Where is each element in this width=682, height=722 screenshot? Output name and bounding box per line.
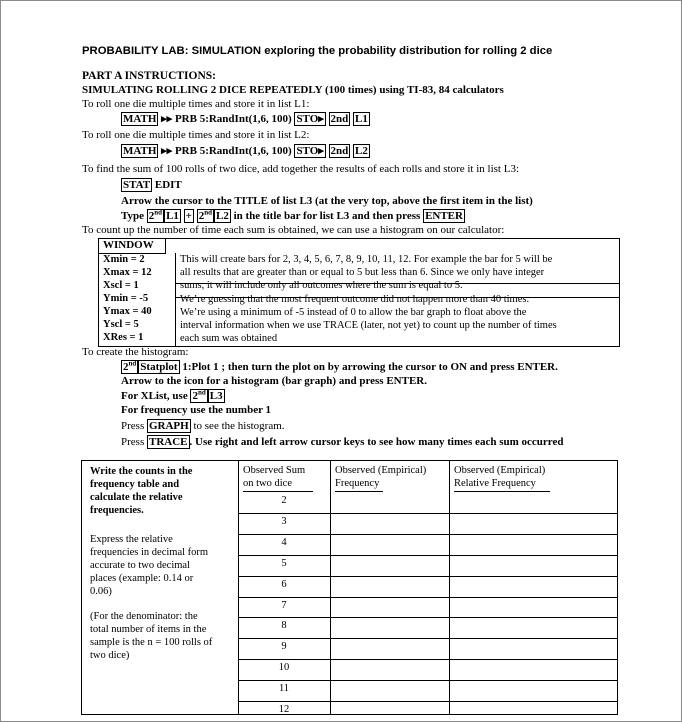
double-arrow-icon: ▸▸: [161, 145, 173, 157]
row-divider: [238, 513, 617, 514]
instruction-express: accurate to two decimal: [90, 560, 190, 571]
window-description: each sum was obtained: [180, 333, 278, 344]
statplot-text: 1:Plot 1 ; then turn the plot on by arrowing the cursor to ON and press ENTER.: [182, 361, 558, 373]
row-divider: [238, 638, 617, 639]
math-key: MATH: [123, 145, 157, 157]
sto-key: STO▸: [296, 113, 324, 125]
nd-superscript: nd: [154, 208, 163, 217]
header-underline: [243, 491, 313, 492]
row-divider: [238, 701, 617, 702]
instruction-express: frequencies in decimal form: [90, 547, 209, 558]
window-param: Ymax = 40: [103, 306, 152, 317]
l2-key: L2: [216, 210, 229, 222]
window-description: interval information when we use TRACE (later, not yet) to count up the number of times: [180, 320, 557, 331]
l1-key: L1: [166, 210, 179, 222]
window-description: all results that are greater than or equal to 5 but less than 6. Since we only have integer: [180, 267, 545, 278]
nd-superscript: nd: [197, 388, 206, 397]
2nd-key: 2nd: [330, 113, 349, 125]
prb-randint-text: PRB 5:RandInt(1,6, 100): [174, 145, 292, 157]
arrow-cursor-instruction: Arrow the cursor to the TITLE of list L3 (at the very top, above the first item in the list): [121, 195, 533, 207]
2nd-key: 2nd: [192, 388, 206, 402]
statplot-key: Statplot: [140, 361, 178, 373]
col-header-relative: Relative Frequency: [454, 478, 536, 489]
observed-sum-value: 7: [281, 599, 287, 611]
instruction-denominator: sample is the n = 100 rolls of: [90, 637, 213, 648]
row-divider: [238, 555, 617, 556]
observed-sum-value: 5: [281, 557, 287, 569]
col-header-relative: Observed (Empirical): [454, 465, 546, 476]
instruction-denominator: two dice): [90, 650, 130, 661]
window-param: Yscl = 5: [103, 319, 139, 330]
2nd-key: 2nd: [123, 359, 137, 373]
l3-intro: To find the sum of 100 rolls of two dice, add together the results of each rolls and store it in list L3:: [82, 163, 520, 175]
nd-superscript: nd: [128, 359, 137, 368]
observed-sum-value: 2: [281, 495, 287, 506]
l1-intro: To roll one die multiple times and store it in list L1:: [82, 98, 310, 110]
window-param: Xscl = 1: [103, 280, 139, 291]
window-label: WINDOW: [99, 239, 166, 254]
column-divider: [449, 461, 450, 714]
observed-sum-value: 3: [281, 515, 287, 527]
frequency-instruction: For frequency use the number 1: [121, 404, 272, 416]
press-label: Press: [121, 420, 145, 432]
col-header-frequency: Observed (Empirical): [335, 465, 427, 476]
simulation-heading: SIMULATING ROLLING 2 DICE REPEATEDLY (100 times) using TI-83, 84 calculators: [82, 84, 504, 96]
instruction-denominator: total number of items in the: [90, 624, 207, 635]
type-label: Type: [121, 210, 145, 222]
row-divider: [238, 617, 617, 618]
observed-sum-value: 10: [278, 662, 290, 674]
window-param: Xmin = 2: [103, 254, 145, 265]
window-description: We’re using a minimum of -5 instead of 0 to allow the bar graph to float above the: [180, 307, 527, 318]
stat-key: STAT: [123, 179, 151, 191]
graph-text: to see the histogram.: [193, 420, 285, 432]
statplot-line: [121, 360, 558, 374]
row-divider: [238, 534, 617, 535]
create-histogram-intro: To create the histogram:: [82, 346, 189, 358]
row-divider: [238, 576, 617, 577]
xlist-text: For XList, use: [121, 390, 188, 402]
part-a-heading: PART A INSTRUCTIONS:: [82, 70, 217, 82]
2nd-key: 2nd: [148, 208, 163, 222]
window-divider: [175, 253, 176, 346]
header-underline: [454, 491, 550, 492]
col-header-sum: Observed Sum: [243, 465, 306, 476]
edit-text: EDIT: [154, 179, 182, 191]
window-description: sums, it will include only all outcomes where the sum is equal to 5.: [180, 280, 463, 291]
observed-sum-value: 11: [278, 683, 290, 695]
l2-keystrokes: [121, 144, 370, 158]
window-settings-box: [98, 238, 620, 347]
l2-key: L2: [355, 145, 368, 157]
graph-key: GRAPH: [148, 420, 189, 432]
observed-sum-value: 6: [281, 578, 287, 590]
stat-edit-line: [121, 178, 182, 192]
column-divider: [330, 461, 331, 714]
window-param: Ymin = -5: [103, 293, 149, 304]
xlist-line: [121, 389, 225, 403]
observed-sum-value: 8: [281, 620, 287, 632]
2nd-key: 2nd: [330, 145, 349, 157]
double-arrow-icon: ▸▸: [161, 113, 173, 125]
press-label: Press: [121, 436, 145, 448]
col-header-sum: on two dice: [243, 478, 292, 489]
observed-sum-value: 4: [281, 536, 287, 548]
row-divider: [238, 680, 617, 681]
window-description: We’re guessing that the most frequent outcome did not happen more than 40 times.: [180, 294, 530, 305]
trace-key: TRACE: [148, 436, 188, 448]
row-divider: [238, 659, 617, 660]
l1-keystrokes: [121, 112, 370, 126]
title-bar-text: in the title bar for list L3 and then press: [233, 210, 421, 222]
plus-key: +: [185, 210, 192, 222]
graph-line: [121, 419, 285, 433]
observed-sum-value: 12: [278, 704, 290, 715]
row-divider: [238, 597, 617, 598]
math-key: MATH: [123, 113, 157, 125]
histogram-intro: To count up the number of time each sum is obtained, we can use a histogram on our calculator:: [82, 224, 505, 236]
frequency-table: [81, 460, 618, 715]
col-header-frequency: Frequency: [335, 478, 380, 489]
instruction-bold: frequencies.: [90, 505, 144, 516]
trace-line: [121, 435, 563, 449]
instruction-bold: calculate the relative: [90, 492, 183, 503]
window-description: This will create bars for 2, 3, 4, 5, 6, 7, 8, 9, 10, 11, 12. For example the bar for 5 will be: [180, 254, 553, 265]
nd-superscript: nd: [204, 208, 212, 217]
instruction-express: places (example: 0.14 or: [90, 573, 194, 584]
type-formula-line: [121, 209, 465, 223]
2nd-key: 2nd: [198, 208, 212, 222]
window-param: XRes = 1: [103, 332, 144, 343]
instruction-bold: frequency table and: [90, 479, 180, 490]
l1-key: L1: [355, 113, 368, 125]
instruction-express: Express the relative: [90, 534, 173, 545]
histogram-icon-instruction: Arrow to the icon for a histogram (bar graph) and press ENTER.: [121, 375, 427, 387]
instruction-bold: Write the counts in the: [90, 466, 193, 477]
header-underline: [335, 491, 383, 492]
prb-randint-text: PRB 5:RandInt(1,6, 100): [174, 113, 292, 125]
enter-key: ENTER: [425, 210, 463, 222]
instruction-denominator: (For the denominator: the: [90, 611, 198, 622]
sto-key: STO▸: [296, 145, 324, 157]
instruction-express: 0.06): [90, 586, 112, 597]
page-title: PROBABILITY LAB: SIMULATION exploring the probability distribution for rolling 2 dice: [82, 45, 553, 57]
l2-intro: To roll one die multiple times and store it in list L2:: [82, 129, 310, 141]
trace-text: . Use right and left arrow cursor keys to see how many times each sum occurred: [189, 436, 564, 448]
observed-sum-value: 9: [281, 641, 287, 653]
window-param: Xmax = 12: [103, 267, 152, 278]
l3-key: L3: [209, 390, 223, 402]
